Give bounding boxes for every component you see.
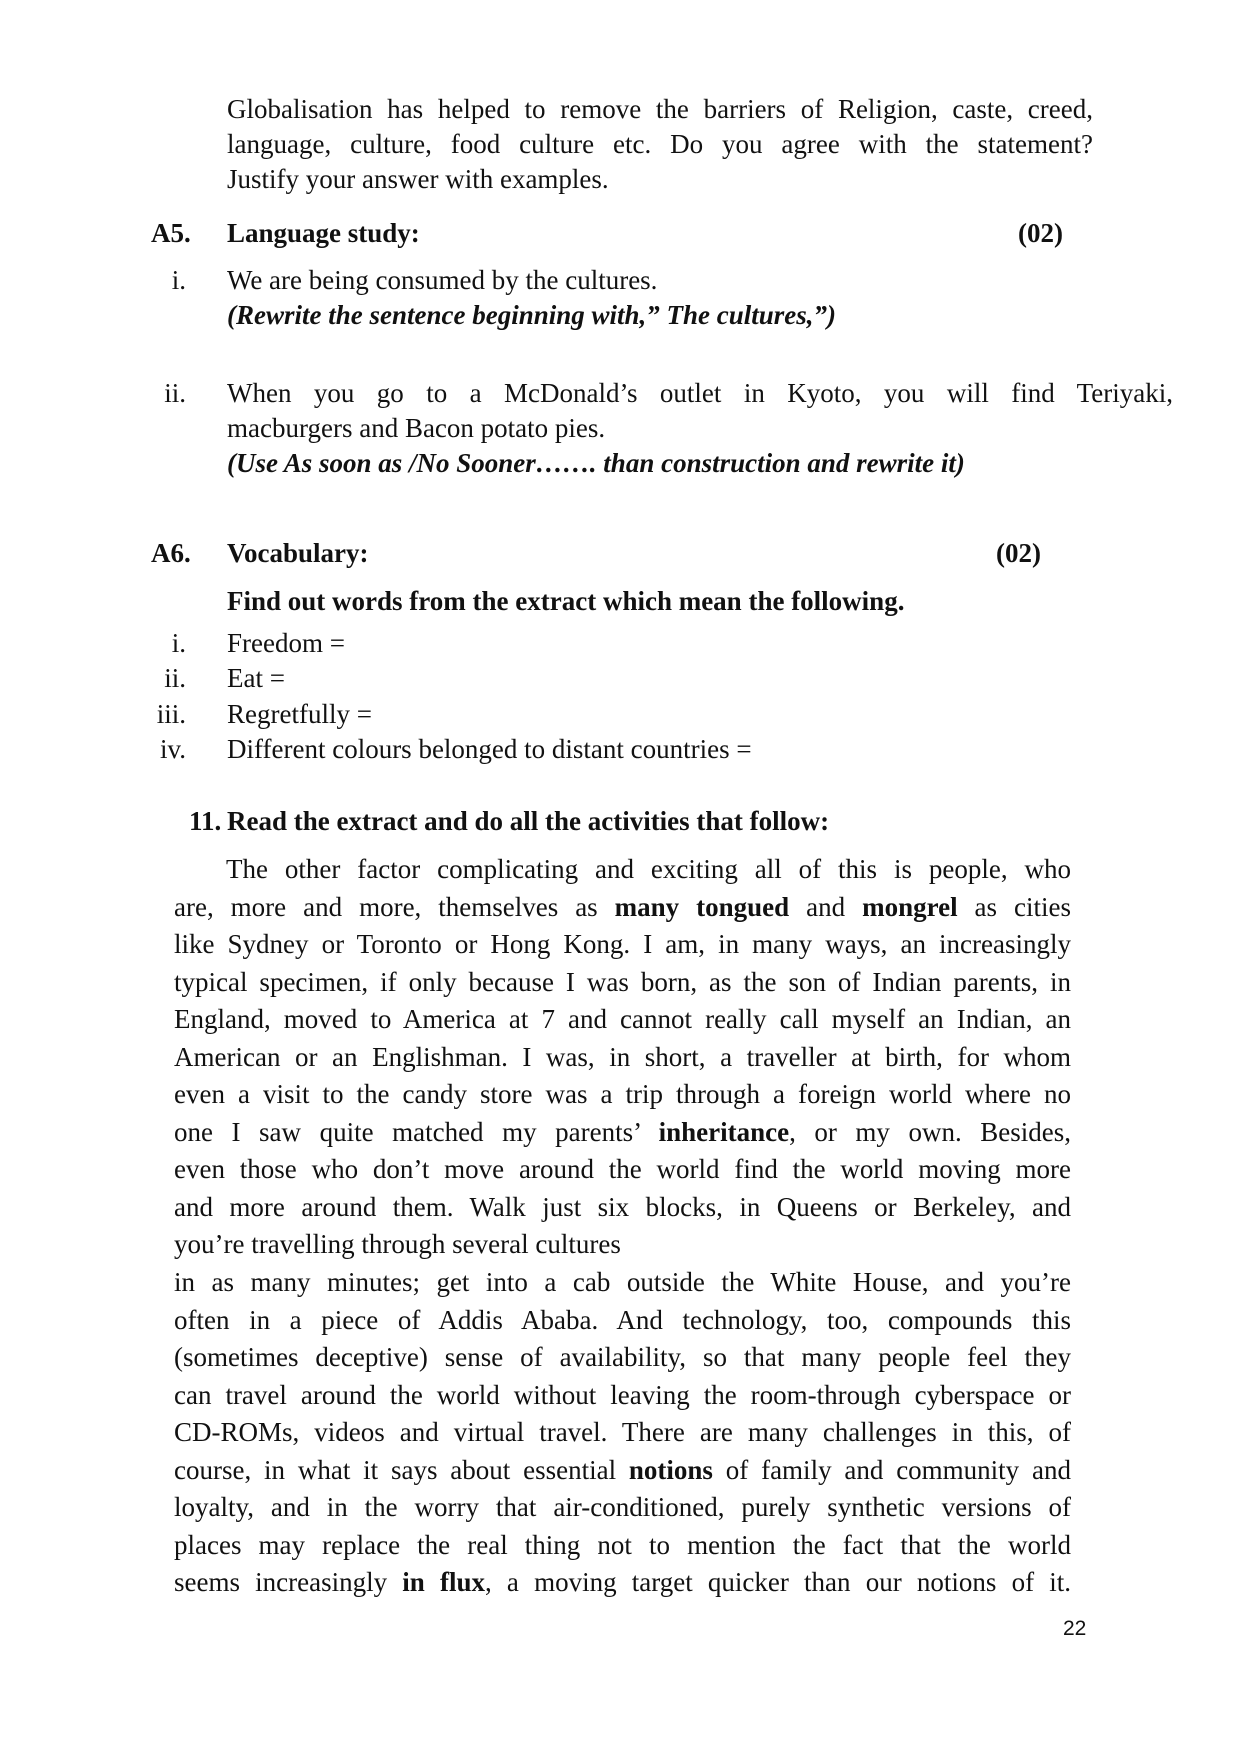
extract-text: one I saw quite matched my parents’ [174, 1116, 659, 1147]
extract-line: American or an Englishman. I was, in short, a traveller at birth, for whom [174, 1041, 1071, 1072]
intro-line-1: Globalisation has helped to remove the barriers of Religion, caste, creed, [227, 94, 1093, 124]
a5-item-1-instruction: (Rewrite the sentence beginning with,” The cultures,”) [227, 300, 837, 330]
extract-line: even a visit to the candy store was a trip through a foreign world where no [174, 1079, 1071, 1109]
keyword-many-tongued: many tongued [614, 891, 790, 922]
extract-text: are, more and more, themselves as [174, 891, 615, 922]
intro-line-2: language, culture, food culture etc. Do you agree with the statement? [227, 129, 1093, 159]
a5-item-2-label: ii. [164, 378, 186, 408]
a5-item-2-line-2: macburgers and Bacon potato pies. [227, 413, 606, 443]
extract-text: seems increasingly [174, 1567, 403, 1597]
extract-line [174, 1452, 1071, 1490]
extract-line: can travel around the world without leaving the room-through cyberspace or [174, 1379, 1071, 1410]
a6-marks: (02) [996, 538, 1041, 568]
extract-text: of family and community and [712, 1454, 1071, 1485]
a6-item-2-label: ii. [164, 663, 186, 693]
extract-line: even those who don’t move around the world find the world moving more [174, 1154, 1071, 1184]
a5-item-2-line-1: When you go to a McDonald’s outlet in Kyoto, you will find Teriyaki, [227, 378, 1173, 408]
keyword-notions: notions [628, 1454, 713, 1485]
a6-item-3-label: iii. [156, 699, 186, 729]
extract-line: typical specimen, if only because I was born, as the son of Indian parents, in [174, 966, 1071, 997]
extract-line [174, 1114, 1071, 1152]
extract-text: and [789, 891, 863, 922]
a5-marks: (02) [1018, 218, 1063, 248]
extract-text: as cities [957, 891, 1071, 922]
extract-line: CD-ROMs, videos and virtual travel. There are many challenges in this, of [174, 1417, 1071, 1447]
a6-item-2-text: Eat = [227, 663, 285, 693]
extract-text: , or my own. Besides, [789, 1116, 1071, 1147]
a5-item-1-text: We are being consumed by the cultures. [227, 265, 658, 295]
a6-item-4-label: iv. [160, 734, 186, 764]
a5-item-1-label: i. [171, 265, 186, 295]
extract-line: and more around them. Walk just six blocks, in Queens or Berkeley, and [174, 1191, 1071, 1222]
a5-title: Language study: [227, 218, 420, 248]
extract-line [174, 889, 1071, 927]
extract-line: like Sydney or Toronto or Hong Kong. I am, in many ways, an increasingly [174, 929, 1071, 959]
keyword-inheritance: inheritance [658, 1116, 790, 1147]
extract-line [174, 1564, 1071, 1602]
extract-text: course, in what it says about essential [174, 1454, 629, 1485]
extract-line: loyalty, and in the worry that air-conditioned, purely synthetic versions of [174, 1492, 1071, 1522]
a5-number: A5. [151, 218, 191, 248]
q11-number: 11. [189, 806, 222, 836]
a6-item-4-text: Different colours belonged to distant countries = [227, 734, 752, 764]
extract-line: in as many minutes; get into a cab outside the White House, and you’re [174, 1267, 1071, 1297]
extract-text: , a moving target quicker than our notions of it. [485, 1567, 1071, 1597]
extract-line: England, moved to America at 7 and cannot really call myself an Indian, an [174, 1004, 1071, 1034]
q11-title: Read the extract and do all the activities that follow: [227, 806, 830, 836]
extract-line: you’re travelling through several cultures [174, 1229, 621, 1259]
keyword-mongrel: mongrel [862, 891, 958, 922]
a6-number: A6. [151, 538, 191, 568]
a5-item-2-instruction: (Use As soon as /No Sooner……. than construction and rewrite it) [227, 448, 965, 478]
a6-title: Vocabulary: [227, 538, 369, 568]
extract-line: often in a piece of Addis Ababa. And technology, too, compounds this [174, 1304, 1071, 1335]
extract-line: (sometimes deceptive) sense of availability, so that many people feel they [174, 1342, 1071, 1372]
a6-item-1-label: i. [171, 628, 186, 658]
extract-paragraph-1 [174, 851, 1071, 1264]
a6-item-1-text: Freedom = [227, 628, 345, 658]
extract-paragraph-2 [174, 1264, 1071, 1602]
a6-instruction: Find out words from the extract which mean the following. [227, 586, 905, 616]
extract-line: The other factor complicating and exciting all of this is people, who [226, 854, 1071, 884]
keyword-in-flux: in flux [402, 1567, 485, 1597]
extract-line: places may replace the real thing not to mention the fact that the world [174, 1529, 1071, 1560]
page-number: 22 [1063, 1617, 1087, 1640]
intro-line-3: Justify your answer with examples. [227, 164, 609, 194]
a6-item-3-text: Regretfully = [227, 699, 372, 729]
